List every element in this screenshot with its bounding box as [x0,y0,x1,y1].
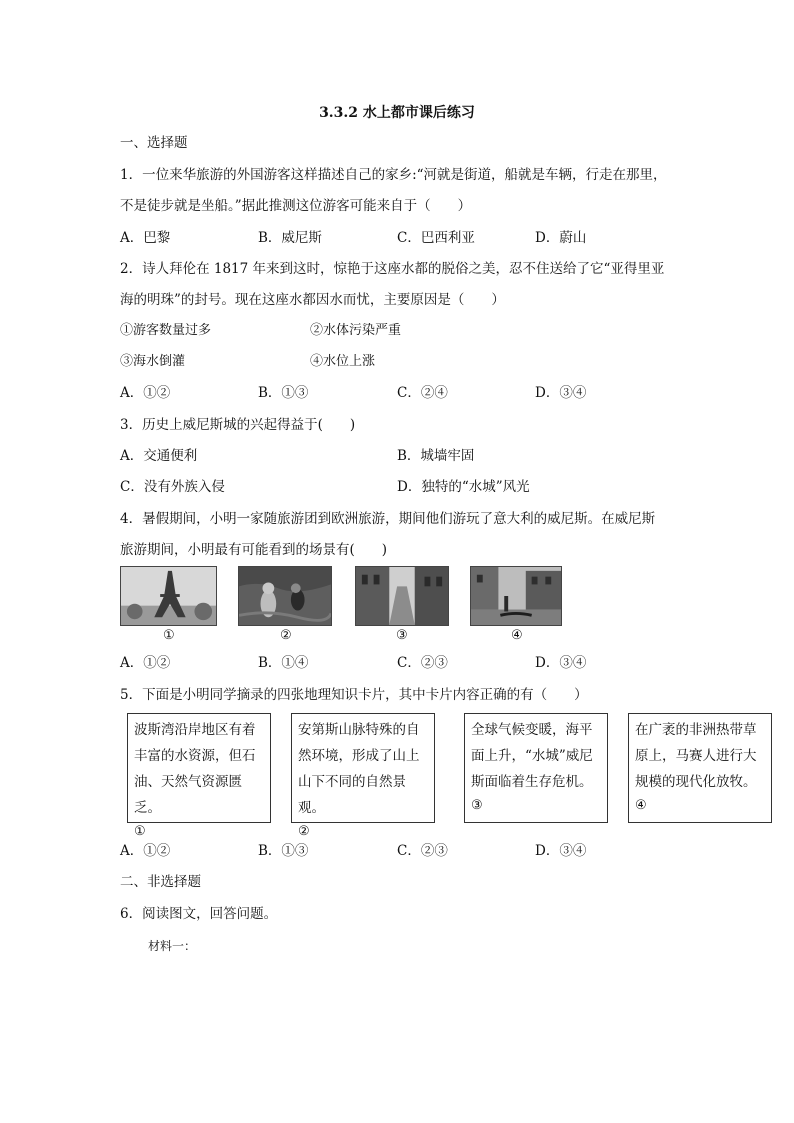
photo-label-2: ② [280,628,292,643]
q1-option-c[interactable]: C．巴西利亚 [397,230,475,246]
photo-label-3: ③ [396,628,408,643]
swimmers-photo-icon [238,566,332,626]
card-number: ④ [635,798,647,813]
question-2-line-2: 海的明珠”的封号。现在这座水都因水而忧，主要原因是（ ） [120,292,505,308]
q4-option-a[interactable]: A．①② [120,655,171,671]
q3-option-a[interactable]: A．交通便利 [120,448,198,464]
question-2-line-1: 2．诗人拜伦在 1817 年来到这时，惊艳于这座水都的脱俗之美，忍不住送给了它“亚得里亚 [120,261,665,277]
card-number: ② [298,824,310,839]
card-text: 在广袤的非洲热带草原上，马赛人进行大规模的现代化放牧。 [635,722,757,790]
card-number: ③ [471,798,483,813]
q5-option-a[interactable]: A．①② [120,843,171,859]
q4-option-d[interactable]: D．③④ [535,655,587,671]
section-heading-non-choice: 二、非选择题 [120,874,201,890]
q2-option-a[interactable]: A．①② [120,385,171,401]
q3-option-d[interactable]: D．独特的“水城”风光 [397,479,530,495]
q2-item-3: ③海水倒灌 [120,354,186,369]
question-1-line-2: 不是徒步就是坐船。”据此推测这位游客可能来自于（ ） [120,198,472,214]
q4-option-c[interactable]: C．②③ [397,655,448,671]
knowledge-card-1 [127,713,271,839]
knowledge-card-4 [628,713,772,823]
question-1-line-1: 1．一位来华旅游的外国游客这样描述自己的家乡:“河就是街道，船就是车辆，行走在那里， [120,167,667,183]
q2-option-d[interactable]: D．③④ [535,385,587,401]
q5-option-c[interactable]: C．②③ [397,843,448,859]
q5-option-d[interactable]: D．③④ [535,843,587,859]
question-3-line-1: 3．历史上威尼斯城的兴起得益于( ) [120,417,356,433]
q1-option-d[interactable]: D．蔚山 [535,230,587,246]
q5-option-b[interactable]: B．①③ [258,843,309,859]
q3-option-b[interactable]: B．城墙牢固 [397,448,475,464]
q2-item-1: ①游客数量过多 [120,323,212,338]
card-number: ① [134,824,146,839]
q2-option-c[interactable]: C．②④ [397,385,448,401]
question-5-line-1: 5．下面是小明同学摘录的四张地理知识卡片，其中卡片内容正确的有（ ） [120,687,588,703]
card-text: 波斯湾沿岸地区有着丰富的水资源，但石油、天然气资源匮乏。 [134,722,256,816]
eiffel-tower-photo-icon [120,566,217,626]
q1-option-b[interactable]: B．威尼斯 [258,230,322,246]
venice-canal-photo-icon [470,566,562,626]
page-title: 3.3.2 水上都市课后练习 [319,105,475,121]
question-4-line-1: 4．暑假期间，小明一家随旅游团到欧洲旅游，期间他们游玩了意大利的威尼斯。在威尼斯 [120,511,656,527]
q3-option-c[interactable]: C．没有外族入侵 [120,479,225,495]
q4-option-b[interactable]: B．①④ [258,655,309,671]
photo-label-4: ④ [511,628,523,643]
knowledge-card-3 [464,713,608,823]
q2-option-b[interactable]: B．①③ [258,385,309,401]
card-text: 安第斯山脉特殊的自然环境，形成了山上山下不同的自然景观。 [298,722,420,816]
card-text: 全球气候变暖，海平面上升，“水城”威尼斯面临着生存危机。 [471,722,593,790]
question-6-line-1: 6．阅读图文，回答问题。 [120,906,278,922]
q2-item-4: ④水位上涨 [310,354,376,369]
q2-item-2: ②水体污染严重 [310,323,402,338]
question-4-line-2: 旅游期间，小明最有可能看到的场景有( ) [120,542,388,558]
section-heading-choice: 一、选择题 [120,135,188,151]
q1-option-a[interactable]: A．巴黎 [120,230,171,246]
photo-label-1: ① [163,628,175,643]
canal-street-photo-icon [355,566,449,626]
knowledge-card-2 [291,713,435,839]
material-one-label: 材料一： [148,939,197,953]
